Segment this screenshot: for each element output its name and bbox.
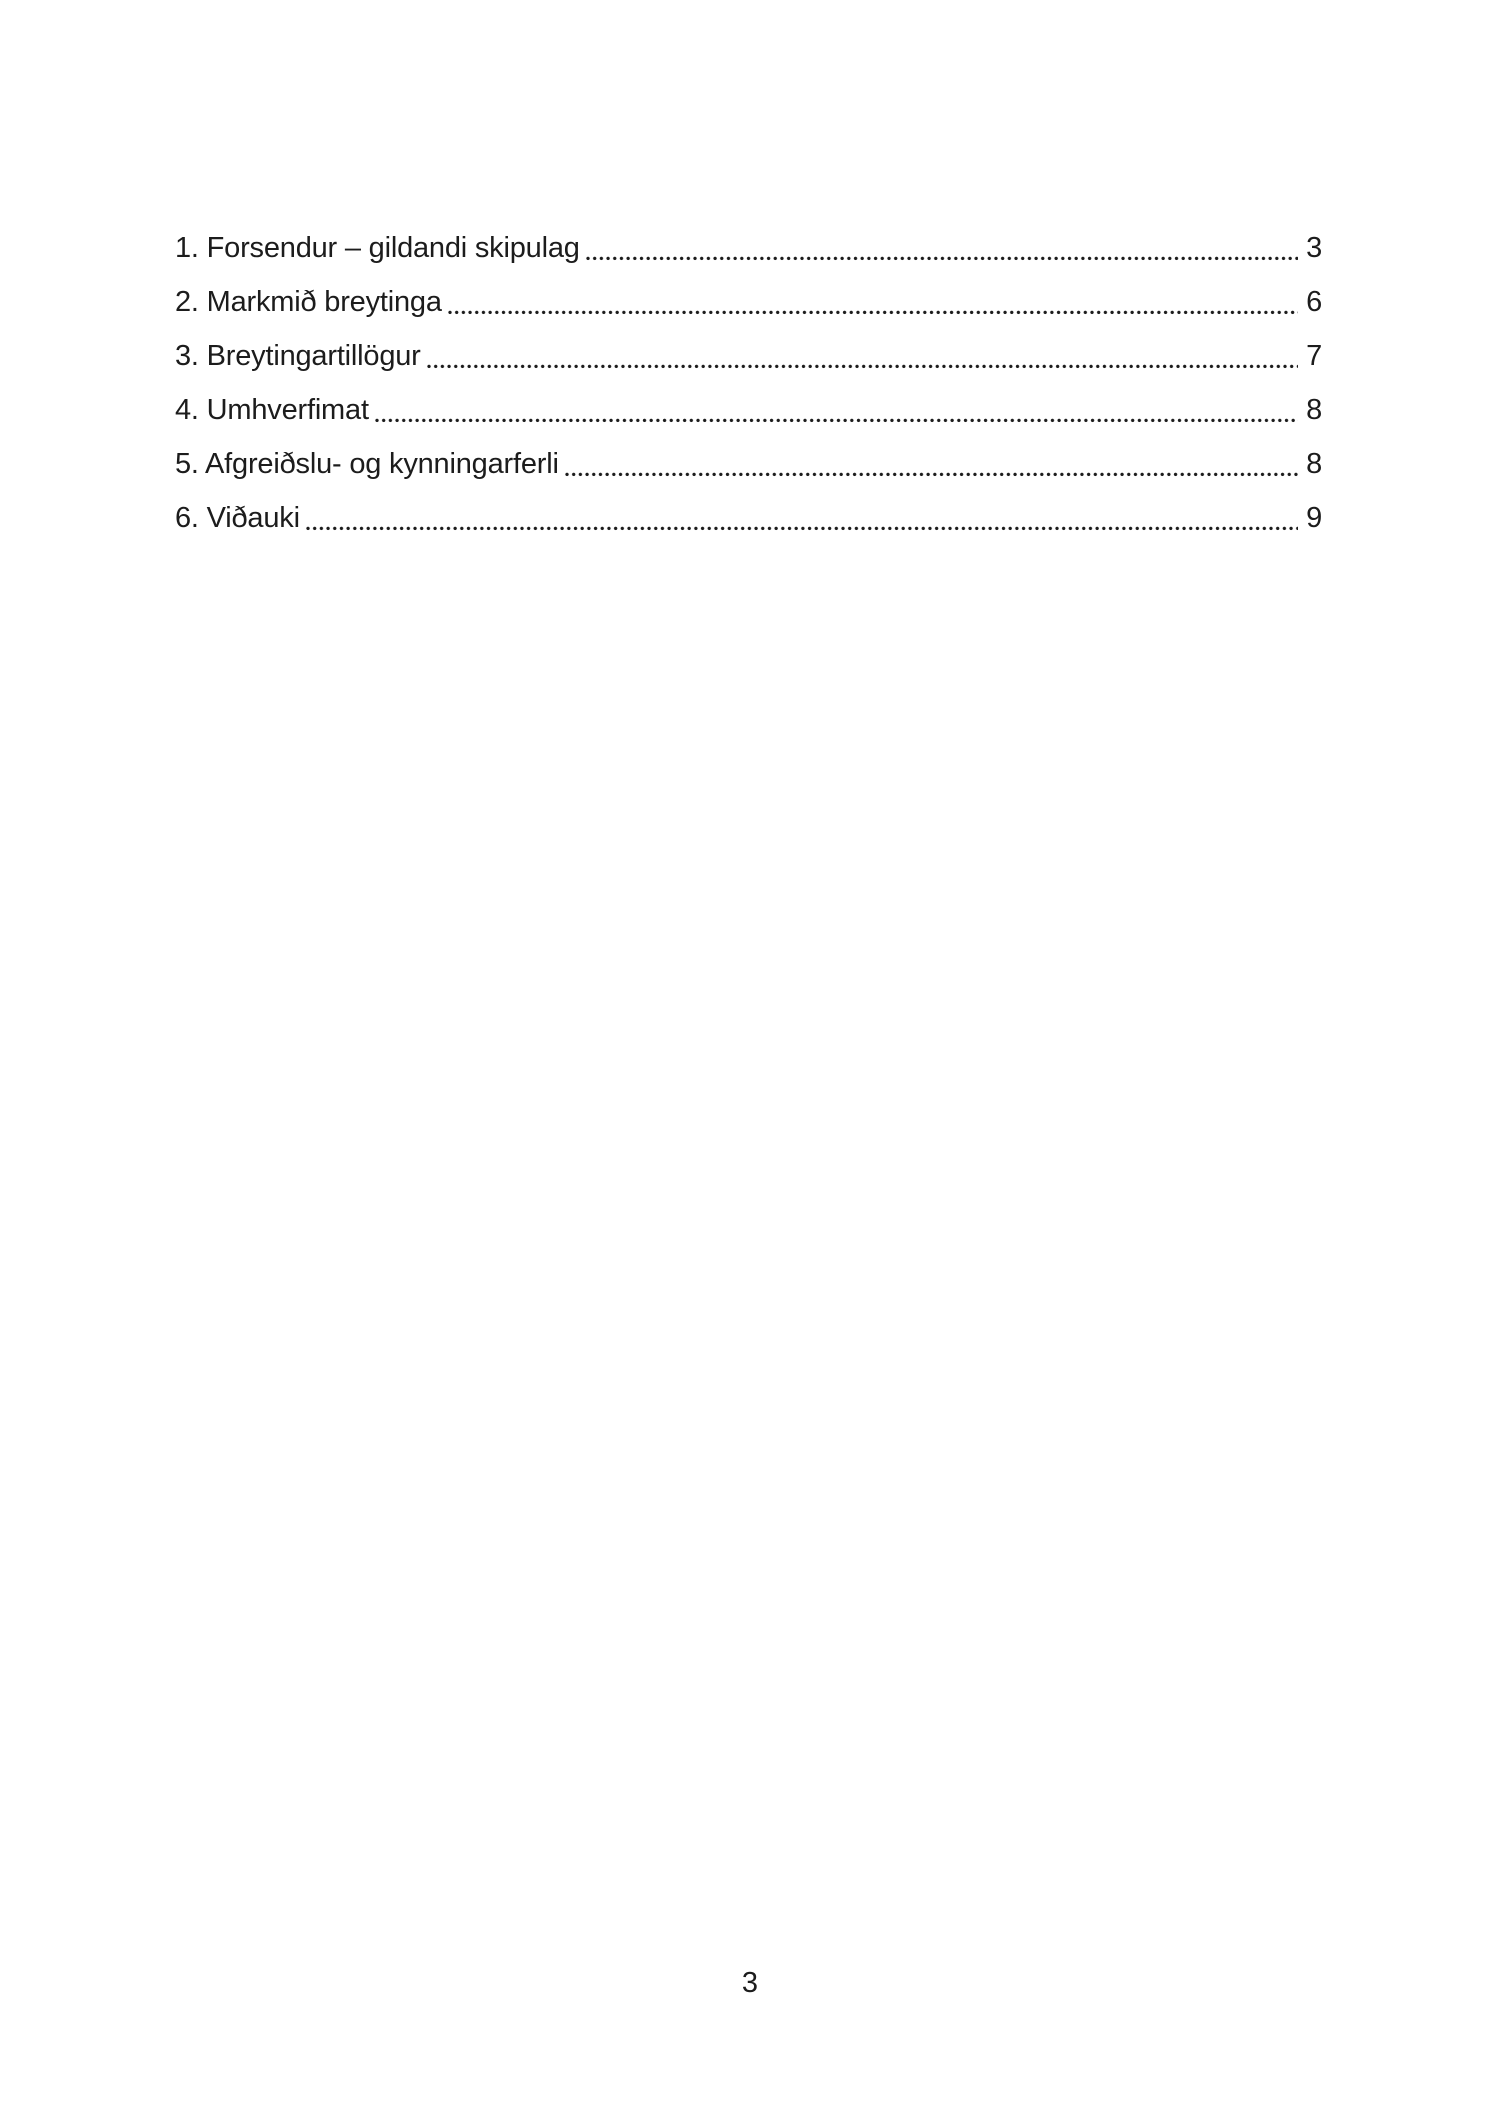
toc-entry[interactable] — [175, 275, 1322, 329]
dot-leader — [448, 310, 1298, 315]
toc-entry-label: 1. Forsendur – gildandi skipulag — [175, 232, 580, 264]
footer-page-number: 3 — [741, 1967, 759, 1999]
toc-entry-label: 2. Markmið breytinga — [175, 286, 442, 318]
toc-entry[interactable] — [175, 329, 1322, 383]
toc-entry[interactable] — [175, 383, 1322, 437]
toc-entry[interactable] — [175, 437, 1322, 491]
toc-entry-page: 7 — [1306, 340, 1322, 372]
toc-entry[interactable] — [175, 221, 1322, 275]
toc-entry-label: 3. Breytingartillögur — [175, 340, 421, 372]
toc-entry-label: 6. Viðauki — [175, 502, 300, 534]
toc-entry-page: 8 — [1306, 394, 1322, 426]
dot-leader — [586, 256, 1298, 261]
dot-leader — [375, 418, 1298, 423]
toc-entry-label: 5. Afgreiðslu- og kynningarferli — [175, 448, 559, 480]
table-of-contents — [175, 221, 1322, 545]
toc-entry-page: 9 — [1306, 502, 1322, 534]
toc-entry-label: 4. Umhverfimat — [175, 394, 369, 426]
toc-entry[interactable] — [175, 491, 1322, 545]
dot-leader — [565, 472, 1298, 477]
dot-leader — [427, 364, 1298, 369]
toc-entry-page: 8 — [1306, 448, 1322, 480]
toc-entry-page: 6 — [1306, 286, 1322, 318]
toc-entry-page: 3 — [1306, 232, 1322, 264]
dot-leader — [306, 526, 1298, 531]
